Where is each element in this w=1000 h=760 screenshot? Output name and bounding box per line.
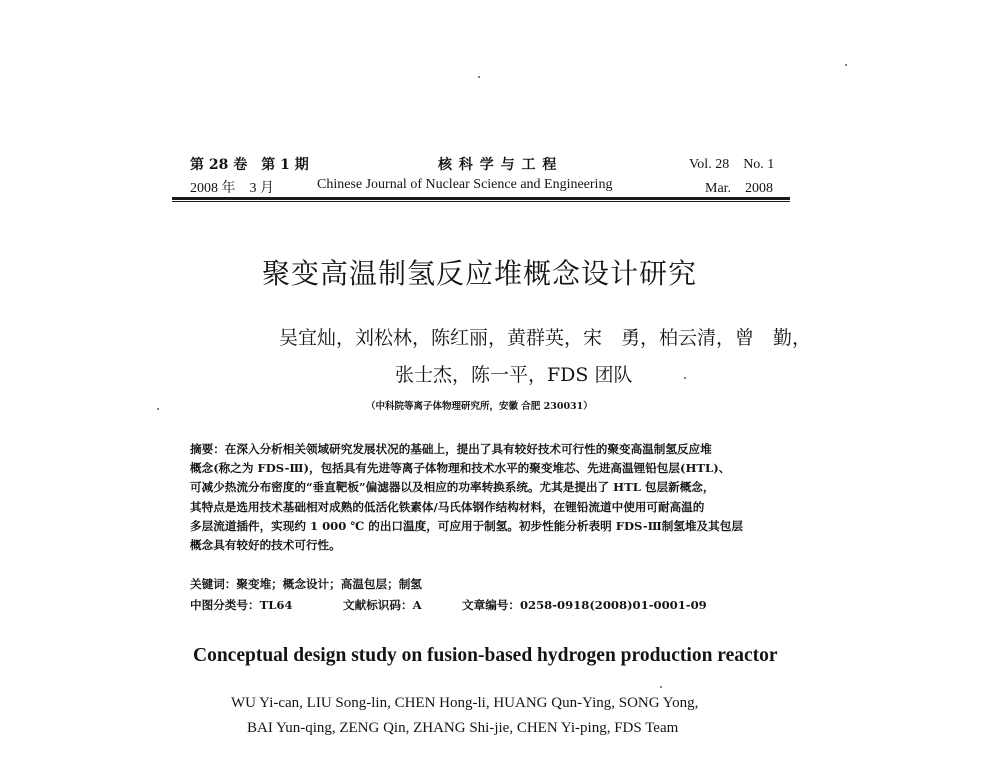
scan-speck <box>478 76 480 78</box>
document-code: 文献标识码：A <box>343 598 422 612</box>
abstract-line: 概念(称之为 FDS-Ⅲ)，包括具有先进等离子体物理和技术水平的聚变堆芯、先进高温锂铅包层(HTL)、 <box>190 461 731 476</box>
journal-name-cn: 核 科 学 与 工 程 <box>438 157 558 173</box>
authors-cn-line2: 张士杰，陈一平，FDS 团队 <box>395 364 633 386</box>
journal-name-en: Chinese Journal of Nuclear Science and Engineering <box>317 177 613 192</box>
paper-title-cn: 聚变高温制氢反应堆概念设计研究 <box>262 257 698 290</box>
scan-speck <box>684 377 686 379</box>
authors-cn-line1: 吴宜灿，刘松林，陈红丽，黄群英，宋 勇，柏云清，曾 勤， <box>279 327 812 349</box>
keywords: 关键词：聚变堆；概念设计；高温包层；制氢 <box>190 577 422 591</box>
abstract <box>190 440 790 555</box>
abstract-line: 概念具有较好的技术可行性。 <box>190 538 341 553</box>
date-en: Mar. 2008 <box>705 181 774 196</box>
article-number: 文章编号：0258-0918(2008)01-0001-09 <box>462 598 707 612</box>
abstract-line: 其特点是选用技术基础相对成熟的低活化铁素体/马氏体钢作结构材料，在锂铅流道中使用可耐高温的 <box>190 499 705 514</box>
date-cn: 2008 年 3 月 <box>190 181 274 196</box>
abstract-line: 多层流道插件，实现约 1 000 ℃ 的出口温度，可应用于制氢。初步性能分析表明 FDS-Ⅲ制氢堆及其包层 <box>190 518 743 533</box>
volume-issue-cn: 第 28 卷 第 1 期 <box>190 157 309 173</box>
abstract-line: 摘要：在深入分析相关领域研究发展状况的基础上，提出了具有较好技术可行性的聚变高温制氢反应堆 <box>190 442 712 456</box>
header-rule-thick <box>172 197 790 200</box>
paper-title-en: Conceptual design study on fusion-based hydrogen production reactor <box>193 645 778 666</box>
abstract-line: 可减少热流分布密度的“垂直靶板”偏滤器以及相应的功率转换系统。尤其是提出了 HTL 包层新概念， <box>190 480 715 495</box>
header-rule-thin <box>172 201 790 202</box>
scan-speck <box>845 64 847 66</box>
affiliation: （中科院等离子体物理研究所，安徽 合肥 230031） <box>366 401 593 412</box>
authors-en-line2: BAI Yun-qing, ZENG Qin, ZHANG Shi-jie, CHEN Yi-ping, FDS Team <box>247 720 679 736</box>
classification-number: 中图分类号：TL64 <box>190 598 293 612</box>
authors-en-line1: WU Yi-can, LIU Song-lin, CHEN Hong-li, HUANG Qun-Ying, SONG Yong, <box>231 695 699 711</box>
scan-speck <box>660 686 662 688</box>
scan-speck <box>157 408 159 410</box>
volume-issue-en: Vol. 28 No. 1 <box>689 157 775 172</box>
